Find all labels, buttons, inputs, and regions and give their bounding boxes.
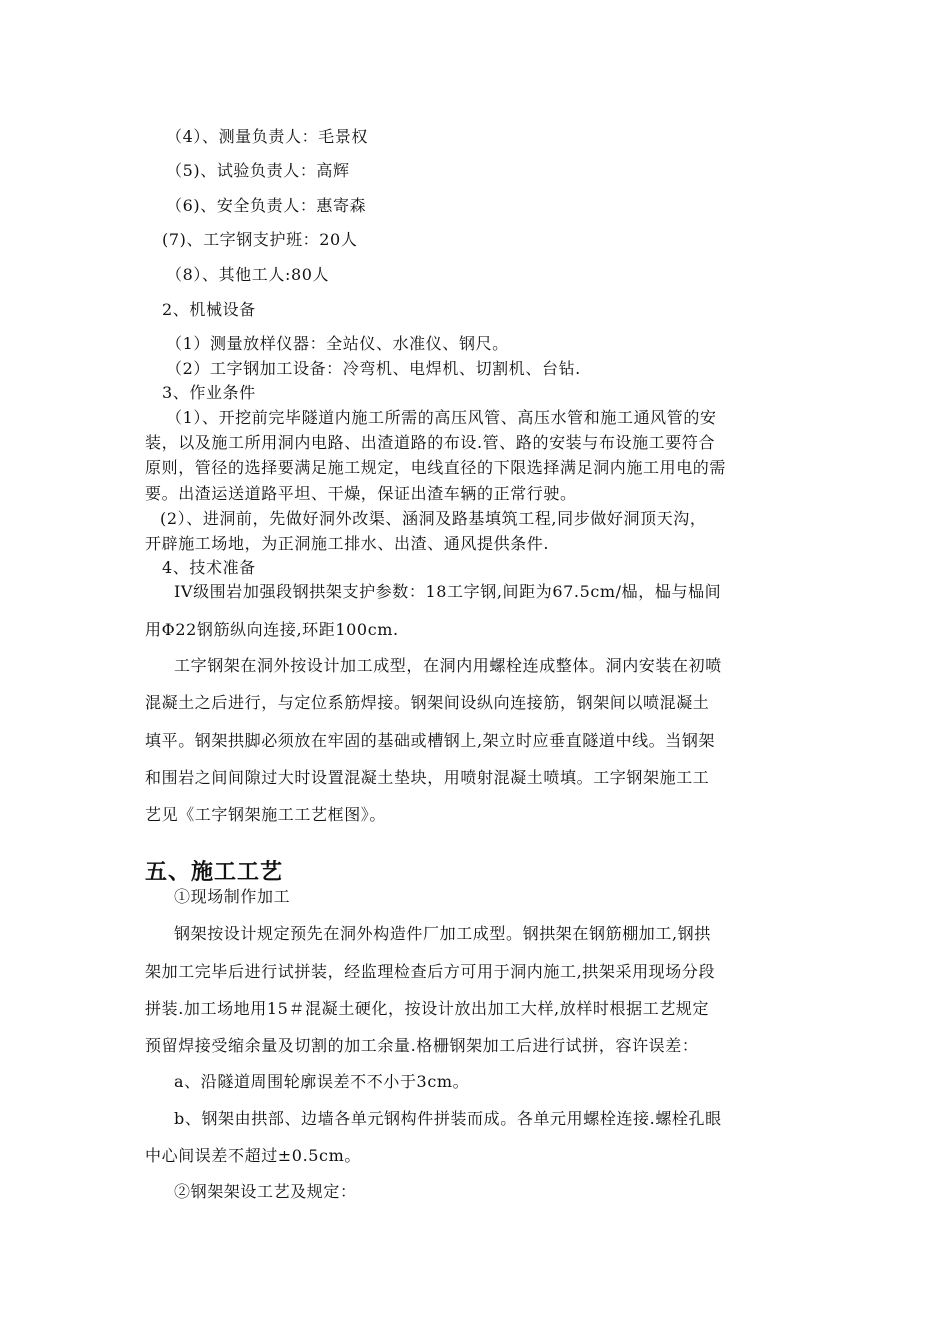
- section5-p1-line: 钢架按设计规定预先在洞外构造件厂加工成型。钢拱架在钢筋棚加工,钢拱: [174, 924, 711, 943]
- tech-p2-line: 填平。钢架拱脚必须放在牢固的基础或槽钢上,架立时应垂直隧道中线。当钢架: [145, 731, 716, 750]
- section5-p1-line: 预留焊接受缩余量及切割的加工余量.格栅钢架加工后进行试拼，容许误差：: [145, 1036, 699, 1055]
- conditions-p1-line: 要。出渣运送道路平坦、干燥，保证出渣车辆的正常行驶。: [145, 484, 577, 503]
- tolerance-b-line: b、钢架由拱部、边墙各单元钢构件拼装而成。各单元用螺栓连接.螺栓孔眼: [174, 1109, 722, 1128]
- section5-p1-line: 架加工完毕后进行试拼装，经监理检查后方可用于洞内施工,拱架采用现场分段: [145, 962, 716, 981]
- personnel-item: （5)、试验负责人：高辉: [166, 161, 350, 180]
- conditions-title: 3、作业条件: [162, 383, 256, 402]
- personnel-item: （8）、其他工人:80人: [166, 265, 330, 284]
- conditions-p1-line: （1）、开挖前完毕隧道内施工所需的高压风管、高压水管和施工通风管的安: [166, 408, 717, 427]
- tolerance-b-line: 中心间误差不超过±0.5cm。: [145, 1146, 361, 1165]
- machinery-title: 2、机械设备: [162, 300, 256, 319]
- tech-p2-line: 混凝土之后进行，与定位系筋焊接。钢架间设纵向连接筋，钢架间以喷混凝土: [145, 693, 710, 712]
- subsection-title: ②钢架架设工艺及规定：: [174, 1182, 357, 1201]
- machinery-item: （1）测量放样仪器：全站仪、水准仪、钢尺。: [166, 334, 509, 353]
- tech-p2-line: 工字钢架在洞外按设计加工成型，在洞内用螺栓连成整体。洞内安装在初喷: [174, 656, 722, 675]
- subsection-title: ①现场制作加工: [174, 887, 291, 906]
- personnel-item: (7)、工字钢支护班：20人: [162, 230, 358, 249]
- tech-p2-line: 艺见《工字钢架施工工艺框图》。: [145, 805, 387, 824]
- section-heading: 五、施工工艺: [145, 860, 284, 885]
- personnel-item: （6)、安全负责人：惠寄森: [166, 196, 367, 215]
- machinery-item: （2）工字钢加工设备：冷弯机、电焊机、切割机、台钻.: [166, 359, 581, 378]
- conditions-p1-line: 原则，管径的选择要满足施工规定，电线直径的下限选择满足洞内施工用电的需: [145, 458, 727, 477]
- tech-p1-line: IV级围岩加强段钢拱架支护参数：18工字钢,间距为67.5cm/榀，榀与榀间: [174, 582, 722, 601]
- conditions-p2-line: 开辟施工场地，为正洞施工排水、出渣、通风提供条件.: [145, 534, 550, 553]
- tolerance-a: a、沿隧道周围轮廓误差不不小于3cm。: [174, 1072, 470, 1091]
- conditions-p1-line: 装，以及施工所用洞内电路、出渣道路的布设.管、路的安装与布设施工要符合: [145, 433, 716, 452]
- personnel-item: （4）、测量负责人：毛景权: [166, 127, 368, 146]
- tech-title: 4、技术准备: [162, 558, 256, 577]
- section5-p1-line: 拼装.加工场地用15＃混凝土硬化，按设计放出加工大样,放样时根据工艺规定: [145, 999, 710, 1018]
- tech-p1-line: 用Φ22钢筋纵向连接,环距100cm.: [145, 620, 399, 639]
- conditions-p2-line: (2）、进洞前，先做好洞外改渠、涵洞及路基填筑工程,同步做好洞顶天沟，: [160, 509, 707, 528]
- tech-p2-line: 和围岩之间间隙过大时设置混凝土垫块，用喷射混凝土喷填。工字钢架施工工: [145, 768, 710, 787]
